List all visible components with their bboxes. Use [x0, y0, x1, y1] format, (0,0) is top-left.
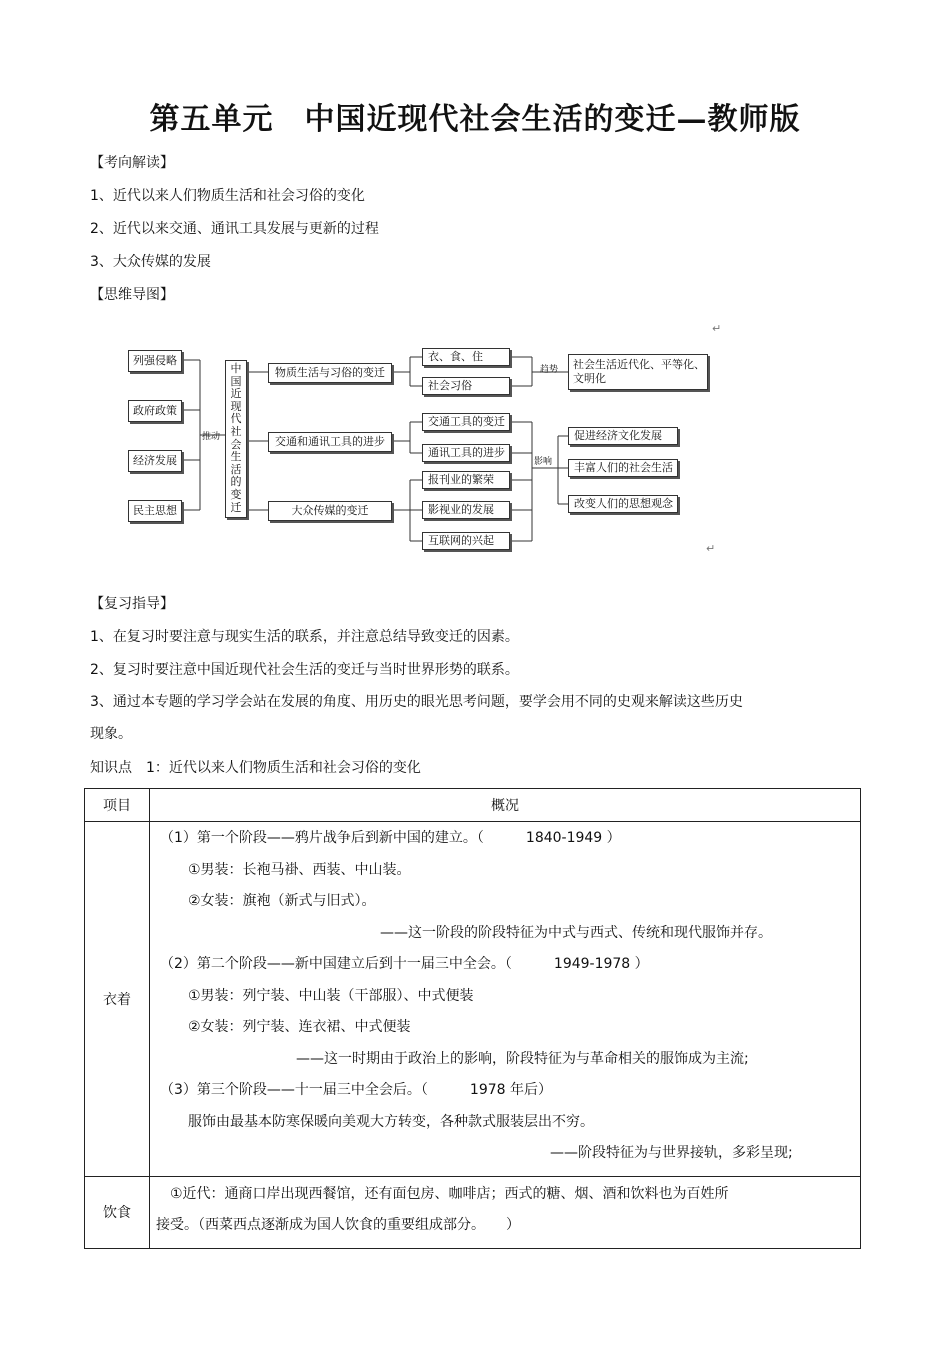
review-item: 3、通过本专题的学习学会站在发展的角度、用历史的眼光思考问题，要学会用不同的史观来解读这些历史 [90, 694, 743, 710]
impact-box: 改变人们的思想观念 [568, 495, 678, 513]
content-line: （2）第二个阶段——新中国建立后到十一届三中全会。（ 1949-1978 ） [160, 956, 649, 972]
center-char: 代 [230, 412, 242, 426]
row-content [150, 1176, 861, 1248]
mind-map [120, 322, 730, 560]
leaf-box: 报刊业的繁荣 [422, 471, 510, 489]
content-line: ①近代：通商口岸出现西餐馆，还有面包房、咖啡店；西式的糖、烟、酒和饮料也为百姓所 [170, 1185, 729, 1202]
table-header: 概况 [150, 789, 861, 822]
leaf-box: 影视业的发展 [422, 501, 510, 519]
center-char: 会 [230, 437, 242, 451]
center-char: 现 [230, 399, 242, 413]
row-label: 饮食 [85, 1176, 150, 1248]
branch-box: 物质生活与习俗的变迁 [268, 363, 392, 383]
content-table [84, 788, 861, 1249]
trend-line: 社会生活近代化、平等化、 [573, 358, 705, 371]
table-header-row [85, 789, 861, 822]
review-item: 1、在复习时要注意与现实生活的联系，并注意总结导致变迁的因素。 [90, 629, 519, 645]
content-line: ②女装：列宁装、连衣裙、中式便装 [188, 1019, 411, 1035]
content-line: （3）第三个阶段——十一届三中全会后。（ 1978 年后） [160, 1082, 552, 1098]
leaf-box: 衣、食、住 [422, 348, 510, 366]
center-char: 中 [230, 362, 242, 375]
exam-heading: 【考向解读】 [90, 155, 174, 171]
trend-label: 趋势 [540, 365, 559, 375]
table-row [85, 822, 861, 1177]
return-mark: ↵ [712, 322, 722, 335]
content-line: ——这一时期由于政治上的影响，阶段特征为与革命相关的服饰成为主流; [296, 1050, 749, 1067]
branch-box: 交通和通讯工具的进步 [268, 432, 392, 452]
content-line: ①男装：列宁装、中山装（干部服）、中式便装 [188, 987, 474, 1004]
center-char: 近 [230, 387, 242, 401]
content-line: （1）第一个阶段——鸦片战争后到新中国的建立。（ 1840-1949 ） [160, 830, 621, 846]
review-item: 2、复习时要注意中国近现代社会生活的变迁与当时世界形势的联系。 [90, 662, 519, 678]
center-char: 迁 [230, 500, 242, 514]
knowledge-point: 知识点 1：近代以来人们物质生活和社会习俗的变化 [90, 760, 421, 776]
review-heading: 【复习指导】 [90, 596, 174, 612]
leaf-box: 社会习俗 [422, 377, 510, 395]
leaf-box: 交通工具的变迁 [422, 413, 510, 431]
mindmap-heading: 【思维导图】 [90, 287, 174, 303]
exam-item: 1、近代以来人们物质生活和社会习俗的变化 [90, 188, 365, 204]
impact-label: 影响 [534, 457, 553, 467]
content-line: 服饰由最基本防寒保暖向美观大方转变，各种款式服装层出不穷。 [188, 1113, 594, 1130]
impact-box: 促进经济文化发展 [568, 427, 678, 445]
cause-box: 经济发展 [128, 450, 182, 472]
content-line: ——阶段特征为与世界接轨，多彩呈现; [550, 1145, 793, 1161]
push-label: 推动 [202, 432, 221, 442]
center-char: 社 [230, 424, 242, 438]
content-line: ①男装：长袍马褂、西装、中山装。 [188, 861, 411, 878]
table-row [85, 1176, 861, 1248]
impact-box: 丰富人们的社会生活 [568, 459, 678, 477]
cause-box: 列强侵略 [128, 350, 182, 372]
exam-item: 3、大众传媒的发展 [90, 254, 211, 270]
page-title: 第五单元 中国近现代社会生活的变迁—教师版 [149, 102, 801, 137]
center-char: 生 [230, 450, 242, 464]
trend-box [568, 354, 708, 390]
review-item: 现象。 [90, 726, 132, 742]
center-box [225, 360, 247, 518]
content-line: 接受。（西菜西点逐渐成为国人饮食的重要组成部分。 ） [156, 1217, 520, 1233]
return-mark: ↵ [706, 542, 716, 555]
trend-line: 文明化 [573, 372, 606, 385]
center-char: 活 [230, 462, 242, 476]
row-label: 衣着 [85, 822, 150, 1177]
center-char: 国 [230, 374, 242, 388]
table-header: 项目 [85, 789, 150, 822]
cause-box: 民主思想 [128, 500, 182, 522]
leaf-box: 通讯工具的进步 [422, 444, 510, 462]
cause-box: 政府政策 [128, 400, 182, 422]
exam-item: 2、近代以来交通、通讯工具发展与更新的过程 [90, 221, 379, 237]
row-content [150, 822, 861, 1177]
branch-box: 大众传媒的变迁 [268, 501, 392, 521]
center-char: 的 [230, 475, 242, 489]
center-char: 变 [230, 487, 242, 501]
leaf-box: 互联网的兴起 [422, 532, 510, 550]
content-line: ——这一阶段的阶段特征为中式与西式、传统和现代服饰并存。 [380, 924, 772, 941]
content-line: ②女装：旗袍（新式与旧式）。 [188, 893, 376, 909]
